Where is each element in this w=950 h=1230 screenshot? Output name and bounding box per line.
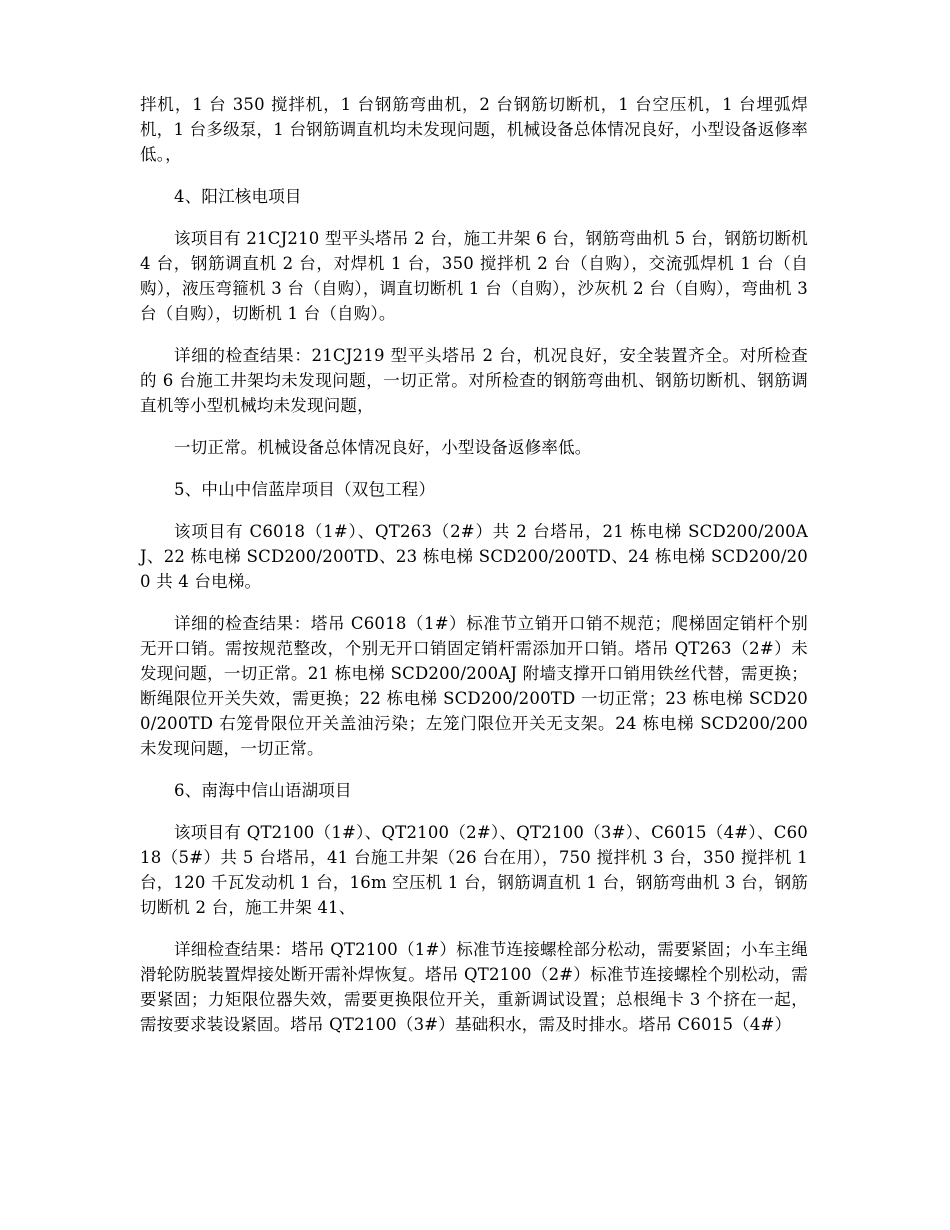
section-heading-nanhai: 6、南海中信山语湖项目 <box>174 781 352 800</box>
paragraph-continuation: 拌机，1 台 350 搅拌机，1 台钢筋弯曲机，2 台钢筋切断机，1 台空压机，1 台埋弧焊机，1 台多级泵，1 台钢筋调直机均未发现问题，机械设备总体情况良好，小型设备返修率低。， <box>140 95 808 164</box>
paragraph-zhongshan-inspection: 详细的检查结果：塔吊 C6018（1#）标准节立销开口销不规范；爬梯固定销杆个别无开口销。需按规范整改，个别无开口销固定销杆需添加开口销。塔吊 QT263（2#）未发现问题，一切正常。21 栋电梯 SCD200/200AJ 附墙支撑开口销用铁丝代替，需更换；断绳限位开关失效，需更换；22 栋电梯 SCD200/200TD 一切正常；23 栋电梯 SCD200/200TD 右笼骨限位开关盖油污染；左笼门限位开关无支架。24 栋电梯 SCD200/200 未发现问题，一切正常。 <box>140 614 808 758</box>
paragraph-yangjiang-summary: 一切正常。机械设备总体情况良好，小型设备返修率低。 <box>174 438 592 457</box>
paragraph-nanhai-inspection: 详细检查结果：塔吊 QT2100（1#）标准节连接螺栓部分松动，需要紧固；小车主绳滑轮防脱装置焊接处断开需补焊恢复。塔吊 QT2100（2#）标准节连接螺栓个别松动，需要紧固；力矩限位器失效，需要更换限位开关，重新调试设置；总根绳卡 3 个挤在一起，需按要求装设紧固。塔吊 QT2100（3#）基础积水，需及时排水。塔吊 C6015（4#） <box>140 940 808 1034</box>
paragraph-yangjiang-inspection: 详细的检查结果：21CJ219 型平头塔吊 2 台，机况良好，安全装置齐全。对所检查的 6 台施工井架均未发现问题，一切正常。对所检查的钢筋弯曲机、钢筋切断机、钢筋调直机等小型机械均未发现问题， <box>140 346 808 415</box>
paragraph-yangjiang-equipment: 该项目有 21CJ210 型平头塔吊 2 台，施工井架 6 台，钢筋弯曲机 5 台，钢筋切断机 4 台，钢筋调直机 2 台，对焊机 1 台，350 搅拌机 2 台（自购），交流弧焊机 1 台（自购），液压弯箍机 3 台（自购），调直切断机 1 台（自购），沙灰机 2 台（自购），弯曲机 3 台（自购），切断机 1 台（自购）。 <box>140 229 808 323</box>
paragraph-zhongshan-equipment: 该项目有 C6018（1#）、QT263（2#）共 2 台塔吊，21 栋电梯 SCD200/200AJ、22 栋电梯 SCD200/200TD、23 栋电梯 SCD200/200TD、24 栋电梯 SCD200/200 共 4 台电梯。 <box>140 522 808 591</box>
section-heading-zhongshan: 5、中山中信蓝岸项目（双包工程） <box>174 480 436 499</box>
paragraph-nanhai-equipment: 该项目有 QT2100（1#）、QT2100（2#）、QT2100（3#）、C6015（4#）、C6018（5#）共 5 台塔吊，41 台施工井架（26 台在用），750 搅拌机 3 台，350 搅拌机 1 台，120 千瓦发动机 1 台，16m 空压机 1 台，钢筋调直机 1 台，钢筋弯曲机 3 台，钢筋切断机 2 台，施工井架 41、 <box>140 823 808 917</box>
document-page <box>140 92 808 1054</box>
section-heading-yangjiang: 4、阳江核电项目 <box>174 187 302 206</box>
